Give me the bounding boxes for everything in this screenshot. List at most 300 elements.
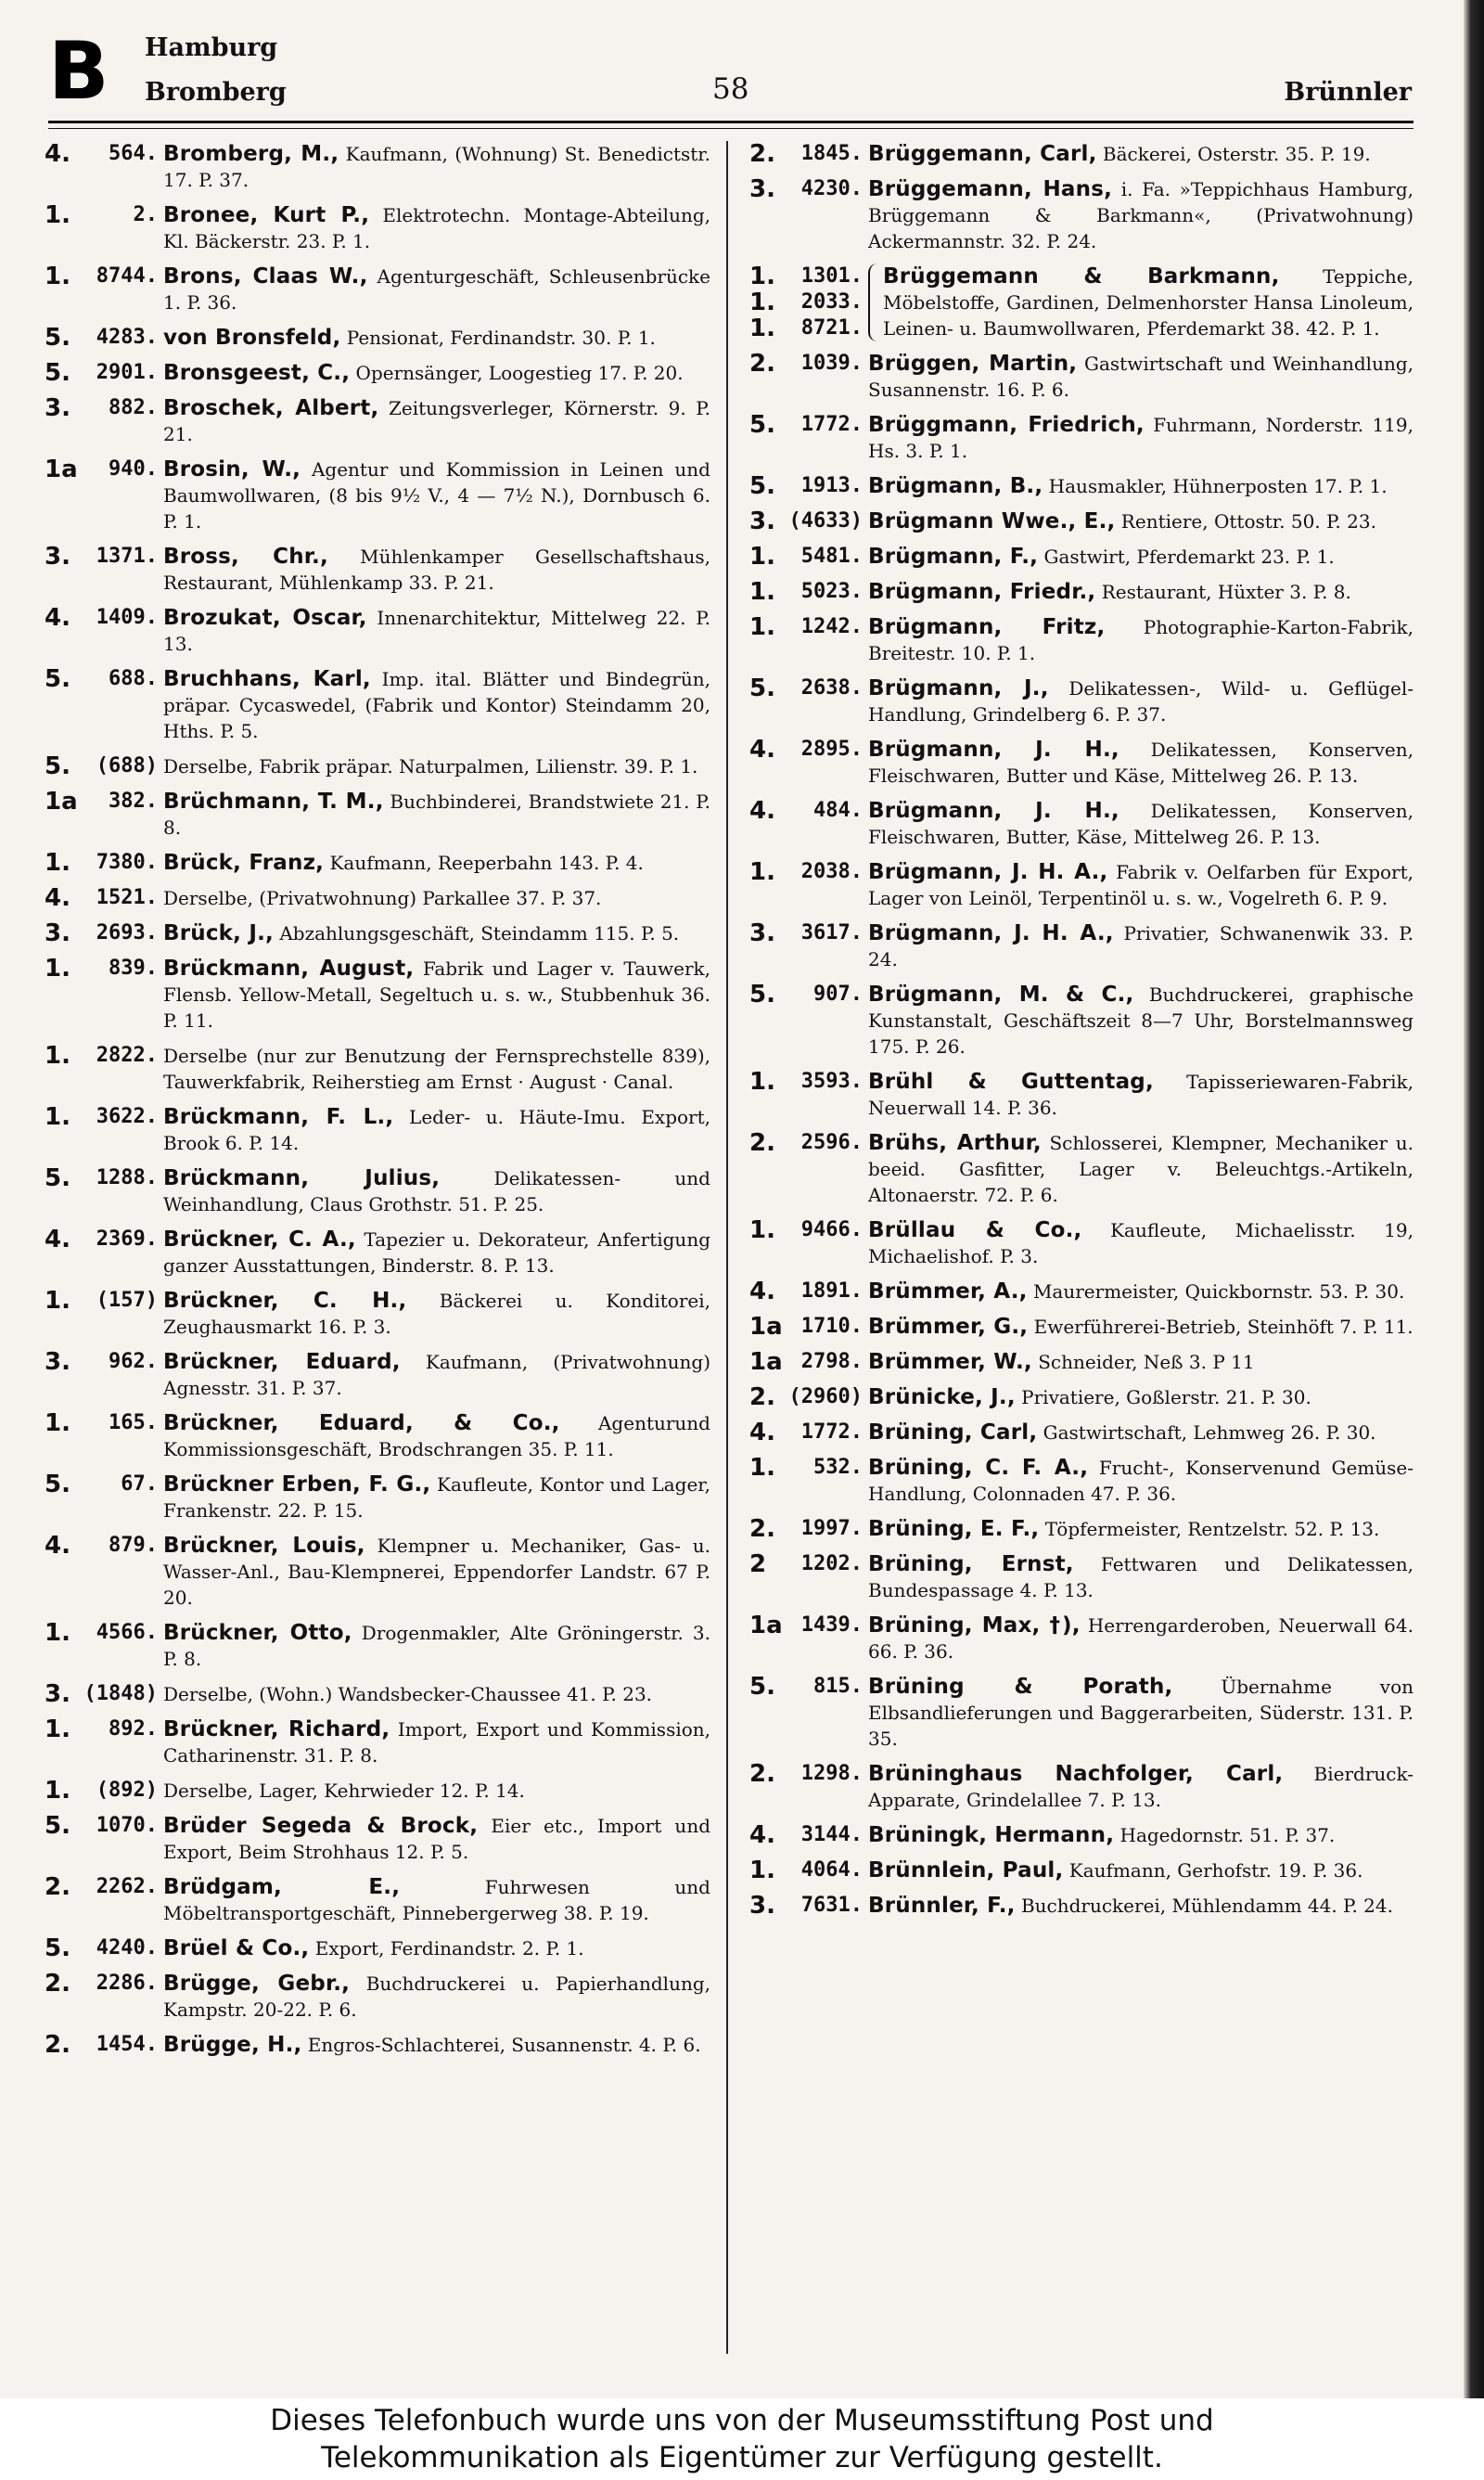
exchange-office: 2 <box>749 1550 767 1578</box>
directory-entry <box>45 666 710 744</box>
exchange-office: 4. <box>749 1419 775 1446</box>
exchange-office: 1. <box>749 263 775 290</box>
phone-numbers <box>749 1455 868 1481</box>
phone-number <box>45 456 163 482</box>
exchange-office: 1a <box>45 456 78 483</box>
phone-number <box>45 263 163 289</box>
subscriber-name: Brüchmann, T. M., <box>163 790 384 814</box>
right-column <box>749 141 1414 1928</box>
exchange-office: 4. <box>45 604 70 632</box>
subscriber-details: Buchdruckerei u. Papierhandlung, Kampstr. 20-22. P. 6. <box>163 1972 710 2021</box>
directory-entry <box>749 579 1414 605</box>
subscriber-name: Brünnler, F., <box>868 1894 1016 1918</box>
exchange-office: 5. <box>45 1471 70 1498</box>
entry-text <box>163 1716 710 1768</box>
phone-number <box>749 1217 868 1243</box>
entry-text <box>868 1674 1414 1752</box>
subscriber-details: Innenarchitektur, Mittelweg 22. P. 13. <box>163 607 710 655</box>
subscriber-name: Bross, Chr., <box>163 545 328 569</box>
phone-numbers <box>749 982 868 1008</box>
phone-number <box>749 675 868 701</box>
entry-text <box>163 1043 710 1095</box>
subscriber-name: Brüder Segeda & Brock, <box>163 1814 479 1838</box>
phone-number <box>749 1857 868 1883</box>
subscriber-name: Broschek, Albert, <box>163 396 379 420</box>
entry-text <box>868 473 1414 499</box>
subscriber-name: Brügmann, J. H. A., <box>868 921 1114 945</box>
line-number: 962. <box>109 1350 158 1373</box>
directory-entry <box>749 1857 1414 1883</box>
subscriber-name: Brügmann, J., <box>868 676 1049 700</box>
directory-entry <box>749 473 1414 499</box>
exchange-office: 2. <box>749 350 775 378</box>
phone-numbers <box>45 395 163 421</box>
line-number: 940. <box>109 457 158 481</box>
line-number: 2693. <box>96 921 158 944</box>
exchange-office: 5. <box>45 324 70 352</box>
phone-number <box>45 789 163 815</box>
phone-number <box>749 1384 868 1410</box>
exchange-office: 1. <box>749 578 775 606</box>
line-number: 2038. <box>800 860 863 883</box>
phone-number <box>749 859 868 885</box>
subscriber-name: Brühl & Guttentag, <box>868 1070 1154 1094</box>
entry-text <box>868 1857 1414 1883</box>
exchange-office: 4. <box>45 1532 70 1560</box>
phone-numbers <box>45 325 163 351</box>
directory-entry <box>45 920 710 946</box>
subscriber-name: Brückner, Richard, <box>163 1717 390 1741</box>
subscriber-details: Buchdruckerei, Mühlendamm 44. P. 24. <box>1015 1895 1393 1917</box>
entry-text <box>163 920 710 946</box>
phone-number <box>749 614 868 640</box>
exchange-office: 5. <box>749 472 775 500</box>
line-number: 1710. <box>800 1315 863 1338</box>
subscriber-details: Derselbe, (Privatwohnung) Parkallee 37. P. 37. <box>163 887 602 909</box>
line-number: 1301. <box>800 264 863 288</box>
phone-numbers <box>45 360 163 386</box>
entry-text <box>868 412 1414 464</box>
subscriber-details: Imp. ital. Blätter und Bindegrün, präpar. Cycaswedel, (Fabrik und Kontor) Steindamm 20, Hths. P. 5. <box>163 668 710 742</box>
subscriber-details: Delikatessen- und Weinhandlung, Claus Grothstr. 51. P. 25. <box>163 1167 710 1215</box>
phone-number <box>749 1279 868 1304</box>
subscriber-name: Brügmann Wwe., E., <box>868 509 1116 533</box>
directory-entry <box>749 982 1414 1060</box>
subscriber-details: Privatiere, Goßlerstr. 21. P. 30. <box>1015 1386 1311 1408</box>
line-number: 1521. <box>96 886 158 909</box>
subscriber-details: Kaufleute, Kontor und Lager, Frankenstr. 22. P. 15. <box>163 1473 710 1522</box>
line-number: (2960) <box>788 1385 863 1408</box>
grouping-brace <box>868 263 879 341</box>
phone-number <box>749 1455 868 1481</box>
exchange-office: 3. <box>45 1348 70 1376</box>
subscriber-details: Gastwirt, Pferdemarkt 23. P. 1. <box>1038 546 1335 568</box>
entry-text <box>868 351 1414 403</box>
entry-text <box>868 1761 1414 1813</box>
phone-number <box>45 850 163 876</box>
entry-text <box>163 1471 710 1523</box>
subscriber-details: Derselbe, (Wohn.) Wandsbecker-Chaussee 41. P. 23. <box>163 1683 653 1705</box>
line-number: 3617. <box>800 921 863 944</box>
exchange-office: 1. <box>749 858 775 886</box>
exchange-office: 2. <box>749 1760 775 1788</box>
line-number: 2798. <box>800 1350 863 1373</box>
phone-numbers <box>749 1761 868 1787</box>
phone-number <box>749 1822 868 1848</box>
line-number: 2033. <box>800 290 863 314</box>
subscriber-name: Brüning, E. F., <box>868 1517 1040 1541</box>
entry-text <box>868 1349 1414 1375</box>
subscriber-name: Brück, J., <box>163 921 274 945</box>
directory-entry <box>749 614 1414 666</box>
phone-number <box>749 737 868 763</box>
line-number: (688) <box>96 754 158 777</box>
phone-number <box>749 508 868 534</box>
footer-line-1: Dieses Telefonbuch wurde uns von der Museumsstiftung Post und <box>270 2404 1214 2437</box>
phone-numbers <box>45 141 163 167</box>
phone-numbers <box>45 850 163 876</box>
directory-entry <box>45 1935 710 1961</box>
entry-text <box>163 789 710 841</box>
phone-number <box>749 351 868 377</box>
exchange-office: 1a <box>749 1348 783 1376</box>
entry-text <box>883 263 1414 341</box>
exchange-office: 3. <box>749 919 775 947</box>
entry-text <box>163 1349 710 1401</box>
subscriber-details: Hagedornstr. 51. P. 37. <box>1114 1824 1336 1846</box>
directory-entry <box>45 141 710 193</box>
phone-number <box>45 202 163 228</box>
line-number: 67. <box>121 1472 158 1496</box>
phone-numbers <box>749 737 868 763</box>
phone-numbers <box>749 1893 868 1919</box>
subscriber-details: Schlosserei, Klempner, Mechaniker u. beeid. Gasfitter, Lager v. Beleuchtgs.-Artikeln, Altonaerstr. 72. P. 6. <box>868 1132 1414 1206</box>
exchange-office: 1. <box>45 1042 70 1070</box>
subscriber-details: Teppiche, Möbelstoffe, Gardinen, Delmenhorster Hansa Linoleum, Leinen- u. Baumwollwaren, Pferdemarkt 38. 42. P. 1. <box>883 265 1414 340</box>
exchange-office: 1. <box>45 1287 70 1315</box>
subscriber-name: Brügmann, Fritz, <box>868 615 1106 639</box>
directory-entry <box>45 1620 710 1672</box>
line-number: 1202. <box>800 1552 863 1575</box>
phone-numbers <box>45 456 163 482</box>
phone-number <box>45 141 163 167</box>
directory-entry <box>45 605 710 657</box>
subscriber-name: Brümmer, A., <box>868 1279 1028 1304</box>
phone-number <box>45 920 163 946</box>
phone-numbers <box>749 859 868 885</box>
entry-text <box>163 544 710 596</box>
subscriber-details: Bäckerei u. Konditorei, Zeughausmarkt 16. P. 3. <box>163 1290 710 1338</box>
phone-number <box>749 1551 868 1577</box>
directory-entry <box>45 1778 710 1804</box>
directory-entry <box>45 263 710 315</box>
phone-number <box>45 1165 163 1191</box>
directory-entry <box>45 1716 710 1768</box>
subscriber-name: Brügmann, J. H., <box>868 738 1119 762</box>
phone-number <box>45 1620 163 1646</box>
phone-number <box>45 1533 163 1559</box>
subscriber-name: Brügmann, Friedr., <box>868 580 1096 604</box>
subscriber-details: Delikatessen, Konserven, Fleischwaren, Butter und Käse, Mittelweg 26. P. 13. <box>868 739 1414 787</box>
subscriber-details: Opernsänger, Loogestieg 17. P. 20. <box>350 362 684 384</box>
entry-text <box>868 675 1414 727</box>
phone-numbers <box>45 1533 163 1559</box>
page-header <box>48 25 1412 118</box>
directory-entry <box>749 412 1414 464</box>
line-number: 7380. <box>96 851 158 874</box>
phone-numbers <box>45 1288 163 1314</box>
entry-text <box>163 395 710 447</box>
subscriber-details: Derselbe, Fabrik präpar. Naturpalmen, Lilienstr. 39. P. 1. <box>163 755 698 777</box>
phone-number <box>749 579 868 605</box>
entry-text <box>163 666 710 744</box>
phone-number <box>749 1069 868 1095</box>
entry-text <box>868 859 1414 911</box>
header-last-entry: Brünnler <box>1284 78 1412 107</box>
line-number: 9466. <box>800 1218 863 1241</box>
subscriber-name: Brückmann, August, <box>163 957 415 981</box>
subscriber-details: Privatier, Schwanenwik 33. P. 24. <box>868 922 1414 970</box>
subscriber-details: Restaurant, Hüxter 3. P. 8. <box>1095 581 1351 603</box>
subscriber-details: Hausmakler, Hühnerposten 17. P. 1. <box>1043 475 1388 497</box>
phone-number <box>45 1349 163 1375</box>
subscriber-details: Kaufleute, Michaelisstr. 19, Michaelishof. P. 3. <box>868 1219 1414 1267</box>
phone-numbers <box>749 1217 868 1243</box>
directory-entry <box>749 859 1414 911</box>
entry-text <box>163 1104 710 1156</box>
footer-notice <box>0 2398 1484 2480</box>
phone-number <box>45 1681 163 1707</box>
directory-entry <box>749 508 1414 534</box>
subscriber-name: Brüning, Carl, <box>868 1420 1038 1445</box>
exchange-office: 1. <box>749 315 775 342</box>
directory-entry <box>45 1288 710 1340</box>
phone-number <box>749 1613 868 1638</box>
entry-text <box>163 1778 710 1804</box>
entry-text <box>868 1455 1414 1507</box>
exchange-office: 3. <box>45 1680 70 1708</box>
entry-text <box>163 263 710 315</box>
directory-entry <box>749 263 1414 341</box>
subscriber-name: Brügmann, J. H., <box>868 799 1119 823</box>
entry-text <box>868 176 1414 254</box>
subscriber-name: Brückner, C. H., <box>163 1289 407 1313</box>
directory-entry <box>45 885 710 911</box>
subscriber-name: Brünicke, J., <box>868 1385 1016 1409</box>
phone-number <box>45 666 163 692</box>
exchange-office: 4. <box>45 140 70 168</box>
entry-text <box>163 885 710 911</box>
exchange-office: 1a <box>45 788 78 816</box>
subscriber-name: Brüdgam, E., <box>163 1875 401 1899</box>
subscriber-details: Maurermeister, Quickbornstr. 53. P. 30. <box>1027 1280 1405 1303</box>
directory-entry <box>45 1681 710 1707</box>
phone-number <box>749 1674 868 1700</box>
subscriber-details: Herrengarderoben, Neuerwall 64. 66. P. 36. <box>868 1614 1414 1663</box>
entry-text <box>868 1516 1414 1542</box>
exchange-office: 3. <box>45 543 70 571</box>
phone-numbers <box>45 1778 163 1804</box>
line-number: (892) <box>96 1779 158 1802</box>
directory-entry <box>45 753 710 779</box>
subscriber-details: Agenturund Kommissionsgeschäft, Brodschrangen 35. P. 11. <box>163 1412 710 1460</box>
phone-number <box>45 956 163 982</box>
exchange-office: 5. <box>749 1673 775 1701</box>
phone-number <box>45 1935 163 1961</box>
exchange-office: 1. <box>749 1857 775 1884</box>
phone-number <box>749 544 868 570</box>
entry-text <box>868 737 1414 789</box>
subscriber-details: Gastwirtschaft, Lehmweg 26. P. 30. <box>1037 1421 1376 1444</box>
line-number: (1848) <box>83 1682 158 1705</box>
phone-number <box>749 176 868 202</box>
line-number: 3593. <box>800 1070 863 1093</box>
subscriber-name: Brügmann, F., <box>868 545 1039 569</box>
directory-entry <box>749 1822 1414 1848</box>
entry-text <box>163 325 710 351</box>
subscriber-name: Bronsgeest, C., <box>163 361 351 385</box>
entry-text <box>868 1822 1414 1848</box>
subscriber-name: Brünnlein, Paul, <box>868 1858 1064 1882</box>
phone-numbers <box>749 1613 868 1638</box>
line-number: 5023. <box>800 580 863 603</box>
entry-text <box>163 202 710 254</box>
entry-text <box>868 1130 1414 1208</box>
directory-entry <box>45 395 710 447</box>
phone-number <box>45 1716 163 1742</box>
line-number: 2. <box>133 203 158 226</box>
subscriber-details: Derselbe (nur zur Benutzung der Fernsprechstelle 839), Tauwerkfabrik, Reiherstieg am Ernst · August · Canal. <box>163 1045 710 1093</box>
subscriber-name: Brüggen, Martin, <box>868 352 1078 376</box>
directory-entry <box>749 141 1414 167</box>
phone-numbers <box>749 1857 868 1883</box>
subscriber-name: Bruchhans, Karl, <box>163 667 371 691</box>
line-number: 5481. <box>800 545 863 568</box>
directory-entry <box>45 360 710 386</box>
phone-number <box>749 798 868 824</box>
entry-text <box>868 544 1414 570</box>
phone-numbers <box>45 920 163 946</box>
subscriber-name: Brümmer, W., <box>868 1350 1032 1374</box>
entry-text <box>868 1551 1414 1603</box>
exchange-office: 5. <box>749 981 775 1009</box>
exchange-office: 2. <box>749 140 775 168</box>
exchange-office: 1. <box>45 849 70 877</box>
phone-numbers <box>749 1551 868 1577</box>
header-city: Hamburg <box>145 33 278 62</box>
directory-entry <box>749 920 1414 972</box>
subscriber-name: Brückner, Eduard, & Co., <box>163 1411 560 1435</box>
phone-numbers <box>749 412 868 438</box>
line-number: 2901. <box>96 361 158 384</box>
phone-numbers <box>45 1874 163 1900</box>
directory-entry <box>749 675 1414 727</box>
phone-number <box>749 1761 868 1787</box>
subscriber-details: Kaufmann, (Wohnung) St. Benedictstr. 17. P. 37. <box>163 143 711 191</box>
subscriber-details: Abzahlungsgeschäft, Steindamm 115. P. 5. <box>273 922 680 944</box>
phone-number <box>45 1813 163 1839</box>
line-number: 1772. <box>800 413 863 436</box>
exchange-office: 4. <box>749 797 775 825</box>
entry-text <box>868 920 1414 972</box>
exchange-office: 3. <box>749 508 775 535</box>
phone-number <box>749 920 868 946</box>
line-number: (4633) <box>788 509 863 533</box>
entry-text <box>868 1069 1414 1121</box>
exchange-office: 5. <box>45 359 70 387</box>
subscriber-name: Brügge, H., <box>163 2033 302 2057</box>
entry-text <box>868 1893 1414 1919</box>
phone-numbers <box>749 798 868 824</box>
entry-text <box>163 1410 710 1462</box>
exchange-office: 2. <box>749 1129 775 1157</box>
phone-numbers <box>749 1069 868 1095</box>
phone-numbers <box>45 202 163 228</box>
subscriber-name: Brümmer, G., <box>868 1315 1029 1339</box>
subscriber-name: Brückmann, Julius, <box>163 1166 441 1190</box>
exchange-office: 3. <box>749 175 775 203</box>
phone-number <box>749 1420 868 1446</box>
exchange-office: 3. <box>749 1892 775 1920</box>
subscriber-details: i. Fa. »Teppichhaus Hamburg, Brüggemann & Barkmann«, (Privatwohnung) Ackermannstr. 32. P. 24. <box>868 178 1414 252</box>
header-first-entry: Bromberg <box>145 78 287 107</box>
subscriber-details: Engros-Schlachterei, Susannenstr. 4. P. 6. <box>301 2034 701 2056</box>
subscriber-name: Brüninghaus Nachfolger, Carl, <box>868 1762 1284 1786</box>
exchange-office: 1. <box>45 1409 70 1437</box>
subscriber-details: Fabrik und Lager v. Tauwerk, Flensb. Yellow-Metall, Segeltuch u. s. w., Stubbenhuk 36. P. 11. <box>163 957 710 1032</box>
exchange-office: 4. <box>749 1278 775 1305</box>
subscriber-details: Frucht-, Konservenund Gemüse-Handlung, Colonnaden 47. P. 36. <box>868 1457 1414 1505</box>
entry-text <box>163 956 710 1034</box>
phone-number <box>45 1227 163 1253</box>
entry-text <box>868 1420 1414 1446</box>
phone-numbers <box>45 1043 163 1069</box>
entry-text <box>163 1874 710 1926</box>
phone-number <box>45 325 163 351</box>
phone-number <box>45 1471 163 1497</box>
phone-numbers <box>749 614 868 640</box>
line-number: 1772. <box>800 1420 863 1444</box>
subscriber-details: Übernahme von Elbsandlieferungen und Baggerarbeiten, Süderstr. 131. P. 35. <box>868 1676 1414 1750</box>
phone-number <box>749 1130 868 1156</box>
phone-numbers <box>45 1410 163 1436</box>
subscriber-name: Brons, Claas W., <box>163 264 368 289</box>
directory-entry <box>749 1613 1414 1664</box>
entry-text <box>163 605 710 657</box>
phone-numbers <box>45 753 163 779</box>
entry-text <box>163 360 710 386</box>
exchange-office: 1. <box>45 1103 70 1131</box>
phone-number <box>45 1288 163 1314</box>
exchange-office: 2. <box>45 1873 70 1901</box>
exchange-office: 2. <box>749 1383 775 1411</box>
exchange-office: 1. <box>749 289 775 316</box>
directory-entry <box>45 1227 710 1279</box>
line-number: 1845. <box>800 142 863 165</box>
line-number: 2638. <box>800 676 863 700</box>
phone-numbers <box>45 544 163 570</box>
exchange-office: 5. <box>749 675 775 702</box>
phone-number <box>45 1778 163 1804</box>
line-number: 2822. <box>96 1044 158 1067</box>
exchange-office: 5. <box>45 1934 70 1962</box>
entry-text <box>163 1288 710 1340</box>
exchange-office: 3. <box>45 919 70 947</box>
directory-entry <box>45 1471 710 1523</box>
subscriber-name: Brüggmann, Friedrich, <box>868 413 1145 437</box>
phone-number <box>749 1349 868 1375</box>
subscriber-name: Brüggemann & Barkmann, <box>883 264 1280 289</box>
